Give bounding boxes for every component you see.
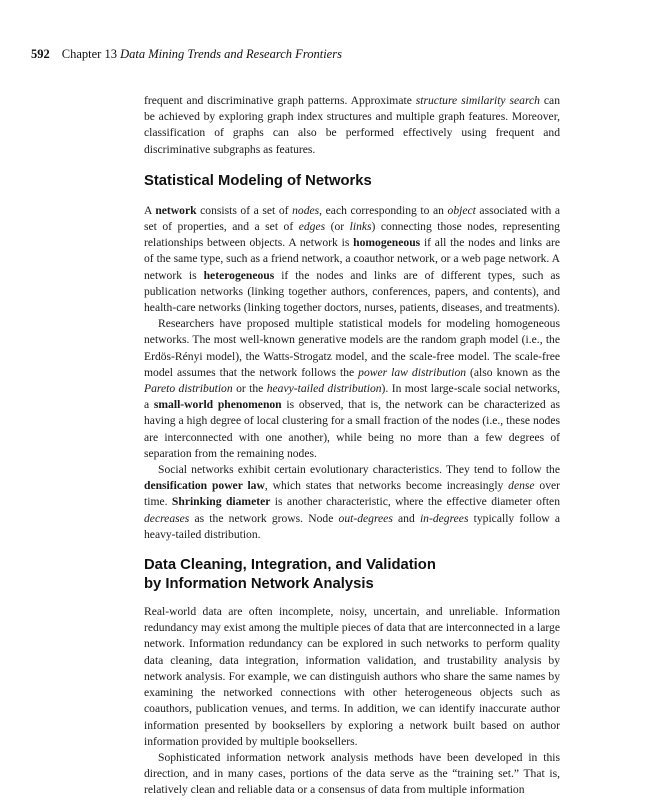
network-definition-paragraph: A network consists of a set of nodes, each corresponding to an object associated with a set of properties, and a set of edges (or links) connecting those nodes, representing relationships between objects. A network is homogeneous if all the nodes and links are of the same type, such as a friend network, a coauthor network, or a web page network. A network is heterogeneous if the nodes and links are of different types, such as publication networks (linking together authors, conferences, papers, and contents), and health-care networks (linking together doctors, nurses, patients, diseases, and treatments). [144,203,560,315]
page-body [144,93,560,799]
page-number: 592 [31,47,50,61]
network-analysis-methods-paragraph: Sophisticated information network analysis methods have been developed in this direction, and in many cases, portions of the data serve as the “training set.” That is, relatively clean and reliable data or a consensus of data from multiple information [144,750,560,797]
data-quality-paragraph: Real-world data are often incomplete, noisy, uncertain, and unreliable. Information redundancy may exist among the multiple pieces of data that are interconnected in a large network. Information redundancy can be explored in such networks to perform quality data cleaning, data integration, information validation, and trustability analysis by network analysis. For example, we can distinguish authors who share the same names by examining the networked connections with other heterogeneous objects such as coauthors, publication venues, and terms. In addition, we can identify inaccurate author information presented by booksellers by exploring a network built based on author information provided by multiple booksellers. [144,605,560,748]
statistical-models-paragraph: Researchers have proposed multiple statistical models for modeling homogeneous networks. The most well-known generative models are the random graph model (i.e., the Erdös-Rényi model), the Watts-Strogatz model, and the scale-free model. The scale-free model assumes that the network follows the power law distribution (also known as the Pareto distribution or the heavy-tailed distribution). In most large-scale social networks, a small-world phenomenon is observed, that is, the network can be characterized as having a high degree of local clustering for a small fraction of the nodes (i.e., these nodes are interconnected with one another), while being no more than a few degrees of separation from the remaining nodes. [144,317,561,460]
evolutionary-characteristics-paragraph: Social networks exhibit certain evolutionary characteristics. They tend to follow the densification power law, which states that networks become increasingly dense over time. Shrinking diameter is another characteristic, where the effective diameter often decreases as the network grows. Node out-degrees and in-degrees typically follow a heavy-tailed distribution. [144,463,560,541]
chapter-label: Chapter 13 [61,47,117,61]
intro-paragraph: frequent and discriminative graph patterns. Approximate structure similarity search can be achieved by exploring graph index structures and multiple graph features. Moreover, classification of graphs can also be performed effectively using frequent and discriminative subgraphs as features. [144,94,560,156]
section-heading-line-2: by Information Network Analysis [144,576,374,593]
chapter-title: Data Mining Trends and Research Frontiers [120,47,342,61]
section-heading-data-cleaning [144,556,560,594]
section-heading-line-1: Data Cleaning, Integration, and Validation [144,557,436,574]
section-heading-statistical-modeling: Statistical Modeling of Networks [144,172,372,189]
running-header [31,47,621,62]
